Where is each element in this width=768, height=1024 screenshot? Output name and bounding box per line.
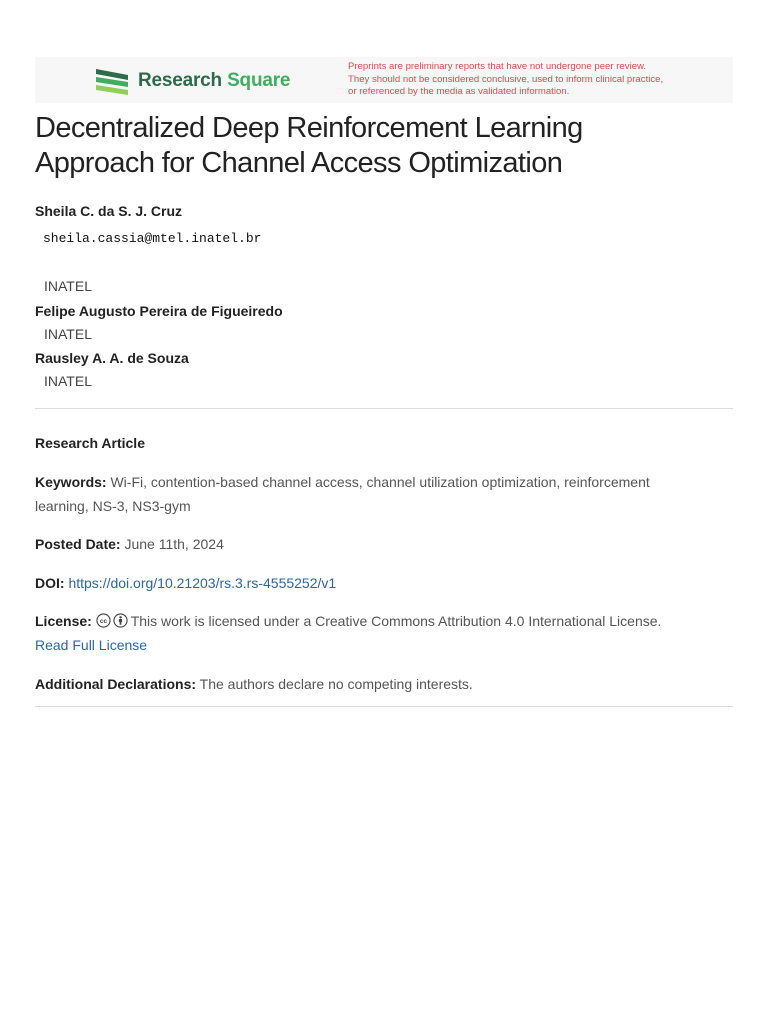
author-name: Rausley A. A. de Souza — [35, 350, 189, 366]
article-type — [35, 431, 735, 455]
title-line: Approach for Channel Access Optimization — [35, 147, 563, 179]
research-square-logo-icon — [94, 66, 130, 96]
divider — [35, 706, 733, 707]
preprint-disclaimer — [348, 61, 728, 99]
declarations-row — [35, 672, 735, 696]
author-affiliation: INATEL — [44, 373, 92, 389]
disclaimer-line: or referenced by the media as validated information. — [348, 86, 570, 98]
cc-icon — [96, 613, 111, 628]
keywords-value-cont: learning, NS-3, NS3-gym — [35, 498, 191, 514]
author-email[interactable]: sheila.cassia@mtel.inatel.br — [43, 231, 262, 246]
by-attribution-icon — [113, 613, 128, 628]
license-label: License: — [35, 613, 92, 629]
doi-row — [35, 571, 735, 595]
license-text: This work is licensed under a Creative Commons Attribution 4.0 International License. — [130, 613, 662, 629]
divider — [35, 408, 733, 409]
paper-title — [35, 111, 735, 181]
author-name: Sheila C. da S. J. Cruz — [35, 203, 183, 219]
disclaimer-line: They should not be considered conclusive, used to inform clinical practice, — [348, 73, 664, 85]
keywords-label: Keywords: — [35, 474, 107, 490]
declarations-label: Additional Declarations: — [35, 676, 197, 692]
keywords-row — [35, 470, 735, 518]
read-full-license-link[interactable]: Read Full License — [35, 637, 148, 653]
svg-text:cc: cc — [99, 618, 107, 626]
article-type-label: Research Article — [35, 435, 145, 451]
author-affiliation: INATEL — [44, 278, 92, 294]
doi-label: DOI: — [35, 575, 65, 591]
logo-wordmark — [138, 70, 290, 92]
author-name: Felipe Augusto Pereira de Figueiredo — [35, 303, 283, 319]
doi-link[interactable]: https://doi.org/10.21203/rs.3.rs-4555252/v1 — [68, 575, 337, 591]
author-affiliation: INATEL — [44, 326, 92, 342]
license-icons — [96, 613, 128, 628]
research-square-logo[interactable] — [94, 66, 290, 96]
declarations-value: The authors declare no competing interests. — [199, 676, 473, 692]
title-line: Decentralized Deep Reinforcement Learning — [35, 112, 583, 144]
logo-word-research: Research — [138, 70, 222, 91]
posted-date-label: Posted Date: — [35, 536, 121, 552]
license-row — [35, 609, 735, 657]
logo-word-square: Square — [227, 70, 291, 91]
posted-date-row — [35, 532, 735, 556]
keywords-value: Wi-Fi, contention-based channel access, channel utilization optimization, reinforcement — [110, 474, 650, 490]
disclaimer-line: Preprints are preliminary reports that have not undergone peer review. — [348, 61, 647, 72]
posted-date-value: June 11th, 2024 — [124, 536, 224, 552]
